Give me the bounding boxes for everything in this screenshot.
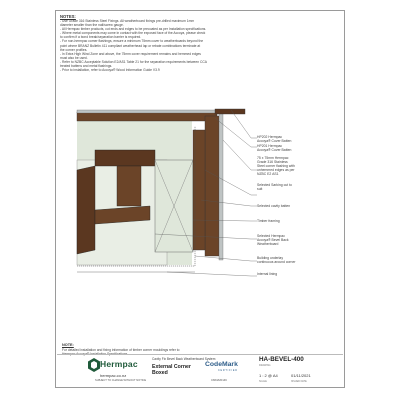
note-line: - All Hermpac timber products, cut ends and edges to be precoated as per Installation specifications.: [60, 27, 207, 32]
callout-text: Selected Sarking cut to: [257, 183, 292, 187]
callout-text: suit: [257, 187, 263, 192]
callout-sarking: [257, 183, 292, 191]
cavity-batten: [117, 166, 141, 206]
drawing-label: DRAWING: [259, 364, 271, 367]
callout-text: Internal lining: [257, 272, 278, 276]
callout-text: Accoya® Cover Batten: [257, 148, 292, 153]
bottom-note-line: Hermpac Accoya® Installation Specifications: [62, 352, 128, 357]
callout-text: Accoya® Cover Batten: [257, 139, 292, 144]
corner-detail-drawing: [55, 10, 345, 355]
note-line: - In Extra High Wind Zone and above, the 75mm cover requirement remains and hemmed edges: [60, 51, 201, 56]
callout-hp201: [257, 144, 291, 152]
weatherboard-top: [95, 150, 155, 166]
cover-batten-hp202: [205, 116, 219, 256]
batten-return: [215, 109, 245, 114]
note-line: - Prior to installation, refer to Accoya® Wood Information Guide V3.9: [60, 68, 160, 73]
notes-title: NOTES:: [60, 14, 76, 19]
callout-text: Selected cavity batten: [257, 204, 291, 208]
weatherboard-side: [77, 166, 95, 254]
callout-text: Steel corner flashing with: [257, 164, 295, 169]
note-line: - Refer to NZBC Acceptable Solution E2/AS1 Table 21 for the separation requirements between CCA: [60, 59, 207, 64]
callout-underlay: [257, 256, 295, 264]
note-line: must also be used.: [60, 55, 88, 60]
drawing-number: HA-BEVEL-400: [259, 356, 304, 363]
codemark-certified: CERTIFIED: [218, 369, 238, 372]
scale-value: 1 : 2 @ A4: [259, 373, 278, 378]
callout-text: Building underlay: [257, 256, 284, 260]
system-title: Cavity Fix Bevel Back Weatherboard System: [152, 357, 216, 361]
brand-name: Hermpac: [100, 359, 138, 369]
drawing-subtitle-1: External Corner: [152, 364, 191, 370]
note-line: - Use Grade 316 Stainless Steel Fixings. All weatherboard fixings pre-drilled maximum 1mm: [60, 19, 195, 23]
callout-text: Accoya® Bevel Back: [257, 238, 289, 243]
date-label: ISSUED DATE: [291, 380, 307, 383]
callout-timber-framing: [257, 219, 280, 223]
note-line: diameter smaller than the nail/screw gauge.: [60, 23, 124, 28]
note-line: point where BRANZ Bulletin 411 compliant weatherhead lap or rebate combinations terminate at: [60, 43, 201, 48]
callout-text: unhemmed edges as per: [257, 168, 295, 173]
subject-to-change: SUBJECT TO CHANGE WITHOUT NOTICE: [95, 379, 147, 382]
callout-flashing: [257, 156, 295, 176]
codemark-number: CMNZ20146: [211, 378, 227, 382]
callout-text: HP201 Hermpac: [257, 144, 283, 148]
callout-text: Weatherboard: [257, 242, 279, 247]
note-line: to confirm if a bond break/separation barrier is required.: [60, 35, 142, 40]
callout-hp202: [257, 135, 291, 143]
bottom-notes-title: NOTE:: [62, 343, 74, 347]
note-line: - For non-hermpac corner flashings, ensure a minimum 75mm cover to weatherboards beyond the: [60, 39, 204, 44]
callout-cavity-batten: [257, 204, 290, 208]
drawing-subtitle-2: Boxed: [152, 370, 168, 376]
callout-internal-lining: [257, 272, 277, 276]
callout-text: Selected Hermpac: [257, 234, 285, 238]
note-line: the corner profiles.: [60, 47, 88, 52]
callout-text: Grade 316 Stainless: [257, 160, 288, 165]
bottom-note-line: For detailed installation and fixing information of timber corner mouldings refer to: [62, 348, 180, 352]
issue-date: 01/11/2021: [291, 373, 311, 378]
callout-weatherboard: [257, 234, 289, 246]
callout-text: NZBC E2 AS1: [257, 172, 279, 177]
callout-text: continuous around corner: [257, 260, 296, 265]
note-line: treated battens and metal flashings.: [60, 64, 113, 69]
codemark-logo: CodeMark: [205, 361, 238, 368]
callout-text: HP202 Hermpac: [257, 135, 283, 139]
note-line: - Where metal components may come in contact with the exposed face of the Accoya, please check: [60, 31, 206, 36]
callout-text: Timber framing: [257, 219, 280, 223]
scale-label: SCALE: [259, 380, 267, 383]
corner-flashing: [77, 110, 223, 113]
website-link[interactable]: hermpac.co.nz: [100, 373, 127, 378]
cover-batten-hp201: [77, 112, 217, 121]
callout-text: 75 x 75mm Hermpac: [257, 156, 289, 160]
